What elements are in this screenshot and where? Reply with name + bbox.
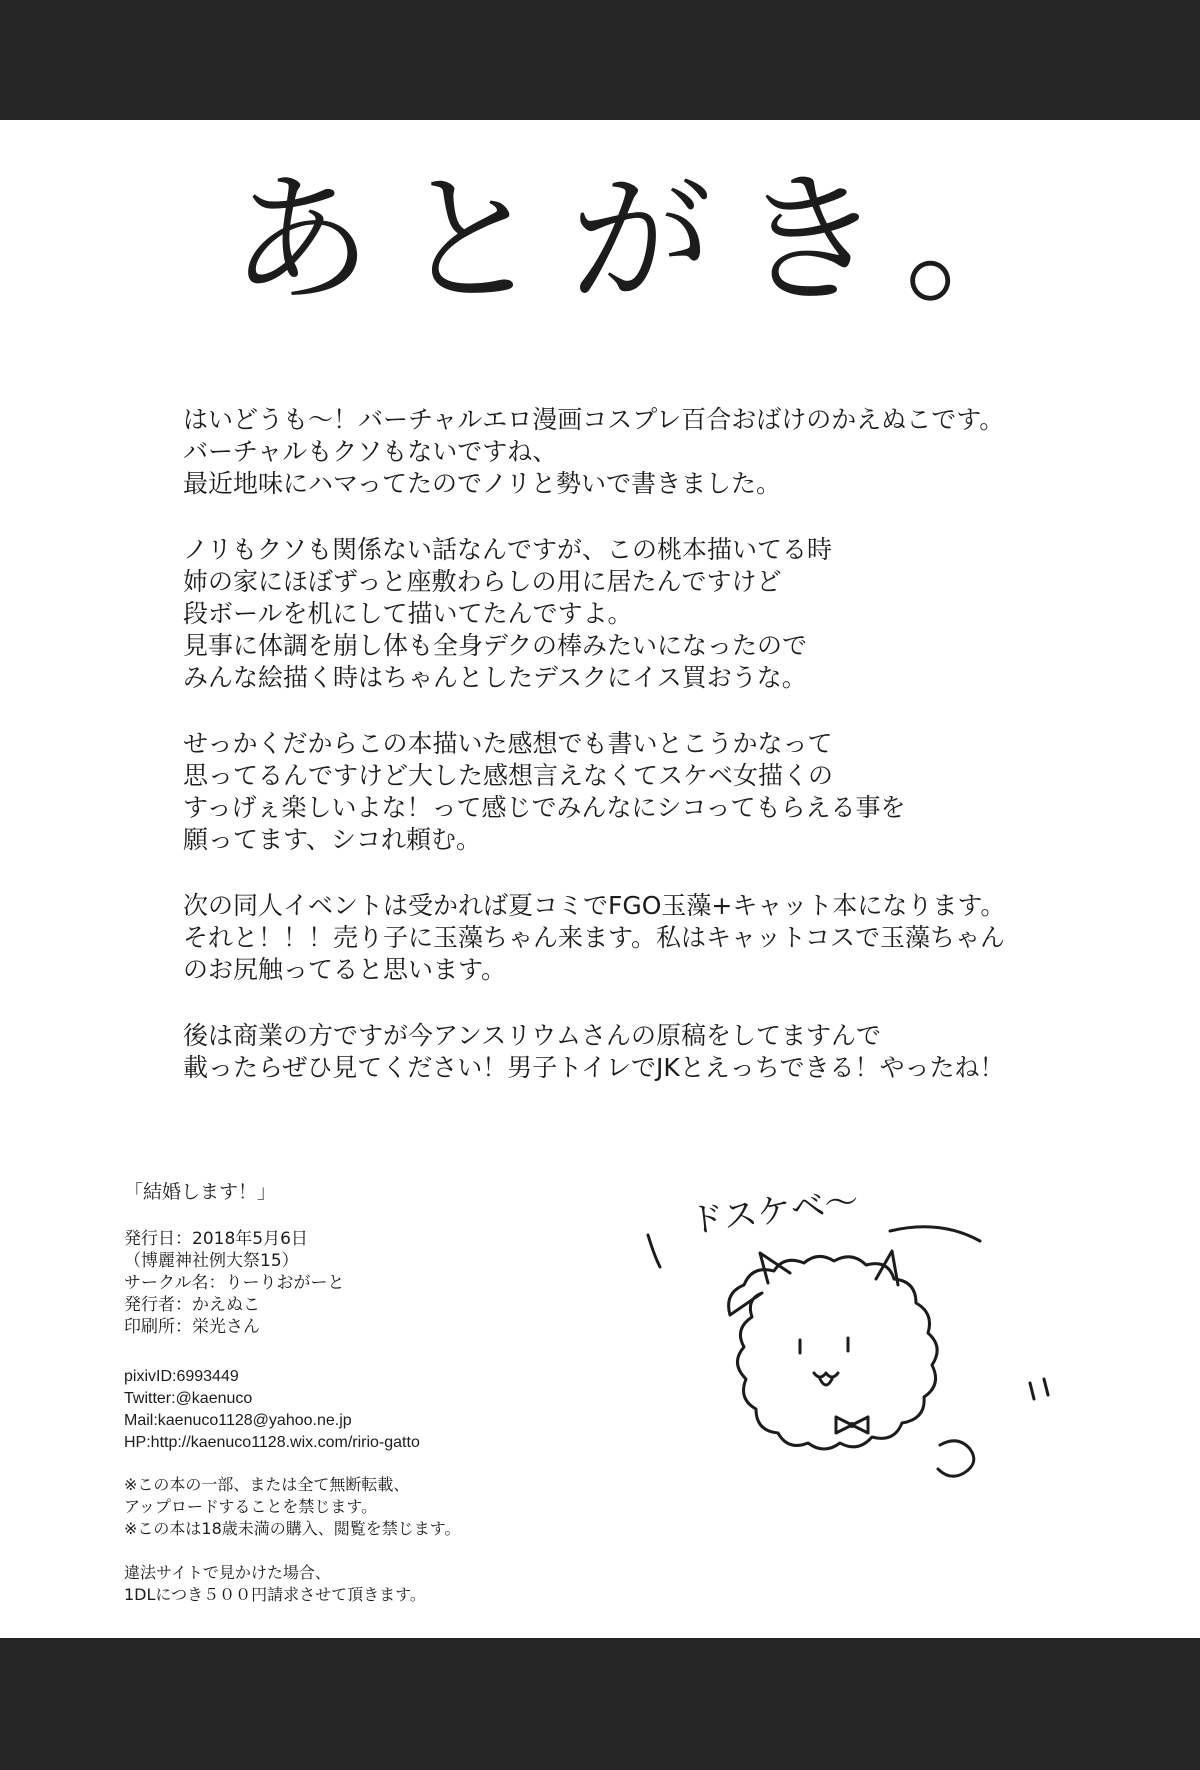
bow-tie-knot — [849, 1422, 855, 1428]
mascot-caption: ドスケベ～ — [687, 1181, 861, 1242]
afterword-line: 思ってるんですけど大した感想言えなくてスケベ女描くの — [183, 761, 834, 790]
piracy-notice — [124, 1562, 644, 1606]
printer-name: 印刷所：栄光さん — [124, 1317, 260, 1337]
publisher-name: 発行者：かえぬこ — [124, 1295, 260, 1315]
twitter-handle: Twitter:@kaenuco — [124, 1390, 253, 1407]
afterword-body — [183, 404, 1083, 1118]
afterword-line: それと！！！売り子に玉藻ちゃん来ます。私はキャットコスで玉藻ちゃん — [183, 923, 1006, 952]
swoosh-line — [648, 1235, 660, 1267]
notice-line: ※この本は18歳未満の購入、閲覧を禁じます。 — [124, 1519, 461, 1538]
afterword-paragraph — [183, 1020, 1083, 1084]
publication-info — [124, 1228, 644, 1338]
afterword-line: 姉の家にほぼずっと座敷わらしの用に居たんですけど — [183, 567, 782, 596]
mascot-illustration — [640, 1181, 1100, 1535]
afterword-line: バーチャルもクソもないですね、 — [183, 437, 558, 466]
motion-mark — [1044, 1379, 1048, 1395]
afterword-paragraph — [183, 728, 1083, 856]
piracy-line: 1DLにつき５００円請求させて頂きます。 — [124, 1585, 426, 1604]
afterword-line: ノリもクソも関係ない話なんですが、この桃本描いてる時 — [183, 535, 833, 564]
swoosh-line — [890, 1227, 980, 1241]
notice-line: アップロードすることを禁じます。 — [124, 1497, 378, 1516]
contact-info — [124, 1366, 644, 1454]
afterword-line: みんな絵描く時はちゃんとしたデスクにイス買おうな。 — [183, 663, 807, 692]
afterword-line: 段ボールを机にして描いてたんですよ。 — [183, 599, 633, 628]
fluffy-cat-illustration — [640, 1195, 1100, 1535]
bottom-border-bar — [0, 1638, 1200, 1770]
afterword-paragraph — [183, 404, 1083, 500]
mail-address: Mail:kaenuco1128@yahoo.ne.jp — [124, 1412, 352, 1429]
afterword-line: 願ってます、シコれ頼む。 — [183, 825, 482, 854]
afterword-line: のお尻触ってると思います。 — [183, 955, 507, 984]
page-title: あとがき。 — [230, 158, 1075, 323]
top-border-bar — [0, 0, 1200, 120]
afterword-line: はいどうも～！バーチャルエロ漫画コスプレ百合おばけのかえぬこです。 — [183, 405, 1005, 434]
piracy-line: 違法サイトで見かけた場合、 — [124, 1563, 331, 1582]
afterword-line: 見事に体調を崩し体も全身デクの棒みたいになったので — [183, 631, 808, 660]
afterword-line: 次の同人イベントは受かれば夏コミでFGO玉藻+キャット本になります。 — [183, 891, 1006, 920]
afterword-line: 最近地味にハマってたのでノリと勢いで書きました。 — [183, 469, 782, 498]
tail — [938, 1441, 974, 1476]
fluffy-body-outline — [729, 1256, 938, 1449]
afterword-line: せっかくだからこの本描いた感想でも書いとこうかなって — [183, 729, 833, 758]
book-title: 「結婚します！」 — [124, 1181, 277, 1203]
afterword-line: 載ったらぜひ見てください！男子トイレでJKとえっちできる！やったね！ — [183, 1053, 1005, 1082]
copyright-notices — [124, 1474, 644, 1540]
colophon — [124, 1180, 644, 1606]
event-name: （博麗神社例大祭15） — [124, 1251, 299, 1271]
homepage-url: HP:http://kaenuco1128.wix.com/ririo-gatto — [124, 1434, 420, 1451]
motion-mark — [1030, 1383, 1034, 1399]
afterword-paragraph — [183, 534, 1083, 694]
pixiv-id: pixivID:6993449 — [124, 1368, 239, 1385]
notice-line: ※この本の一部、または全て無断転載、 — [124, 1475, 410, 1494]
afterword-line: 後は商業の方ですが今アンスリウムさんの原稿をしてますんで — [183, 1021, 882, 1050]
circle-name: サークル名：りーりおがーと — [124, 1273, 345, 1293]
afterword-line: すっげぇ楽しいよな！って感じでみんなにシコってもらえる事を — [183, 793, 906, 822]
cat-mouth — [814, 1373, 838, 1377]
publication-date: 発行日：2018年5月6日 — [124, 1229, 308, 1249]
afterword-paragraph — [183, 890, 1083, 986]
tongue — [820, 1379, 832, 1385]
